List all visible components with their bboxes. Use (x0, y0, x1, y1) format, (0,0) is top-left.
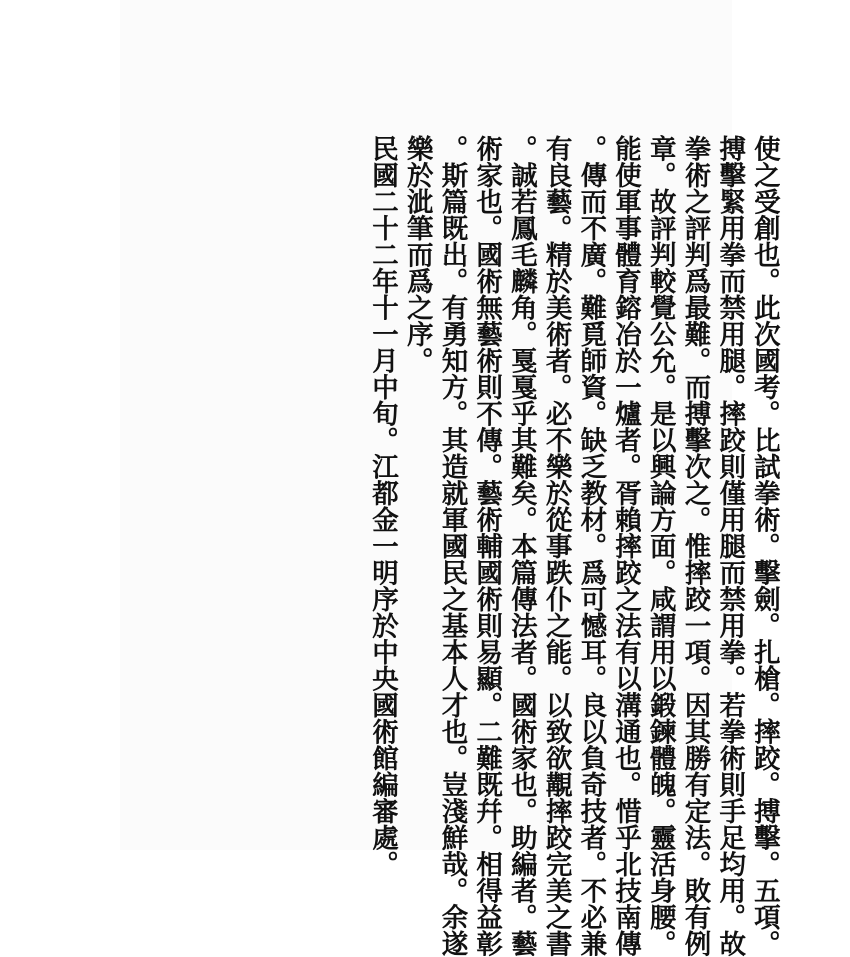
text-column-2: 搏擊緊用拳而禁用腿。摔跤則僅用腿而禁用拳。若拳術則手足均用。故 (714, 135, 746, 957)
preface-text-block (367, 135, 780, 957)
text-column-10: 。斯篇既出。有勇知方。其造就軍國民之基本人才也。豈淺鮮哉。余遂 (436, 135, 468, 957)
signature-column: 民國二十二年十一月中旬。江都金一明序於中央國術館編審處。 (367, 135, 398, 877)
text-column-6: 。傳而不廣。難覓師資。缺乏教材。爲可憾耳。良以負奇技者。不必兼 (575, 135, 607, 957)
text-column-3: 拳術之評判爲最難。而搏擊次之。惟摔跤一項。因其勝有定法。敗有例 (679, 135, 711, 957)
book-page (120, 0, 780, 957)
text-column-4: 章。故評判較覺公允。是以興論方面。咸謂用以鍛鍊體魄。靈活身腰。 (644, 135, 676, 957)
text-column-11: 樂於泚筆而爲之序。 (401, 135, 433, 374)
text-column-1: 使之受創也。此次國考。比試拳術。擊劍。扎槍。摔跤。搏擊。五項。 (748, 135, 780, 957)
text-column-7: 有良藝。精於美術者。必不樂於從事跌仆之能。以致欲覯摔跤完美之書 (540, 135, 572, 957)
text-column-9: 術家也。國術無藝術則不傳。藝術輔國術則易顯。二難既幷。相得益彰 (471, 135, 503, 957)
text-column-8: 。誠若鳳毛麟角。戛戛乎其難矣。本篇傳法者。國術家也。助編者。藝 (505, 135, 537, 957)
text-column-5: 能使軍事體育鎔冶於一爐者。胥賴摔跤之法有以溝通也。惜乎北技南傳 (610, 135, 642, 957)
